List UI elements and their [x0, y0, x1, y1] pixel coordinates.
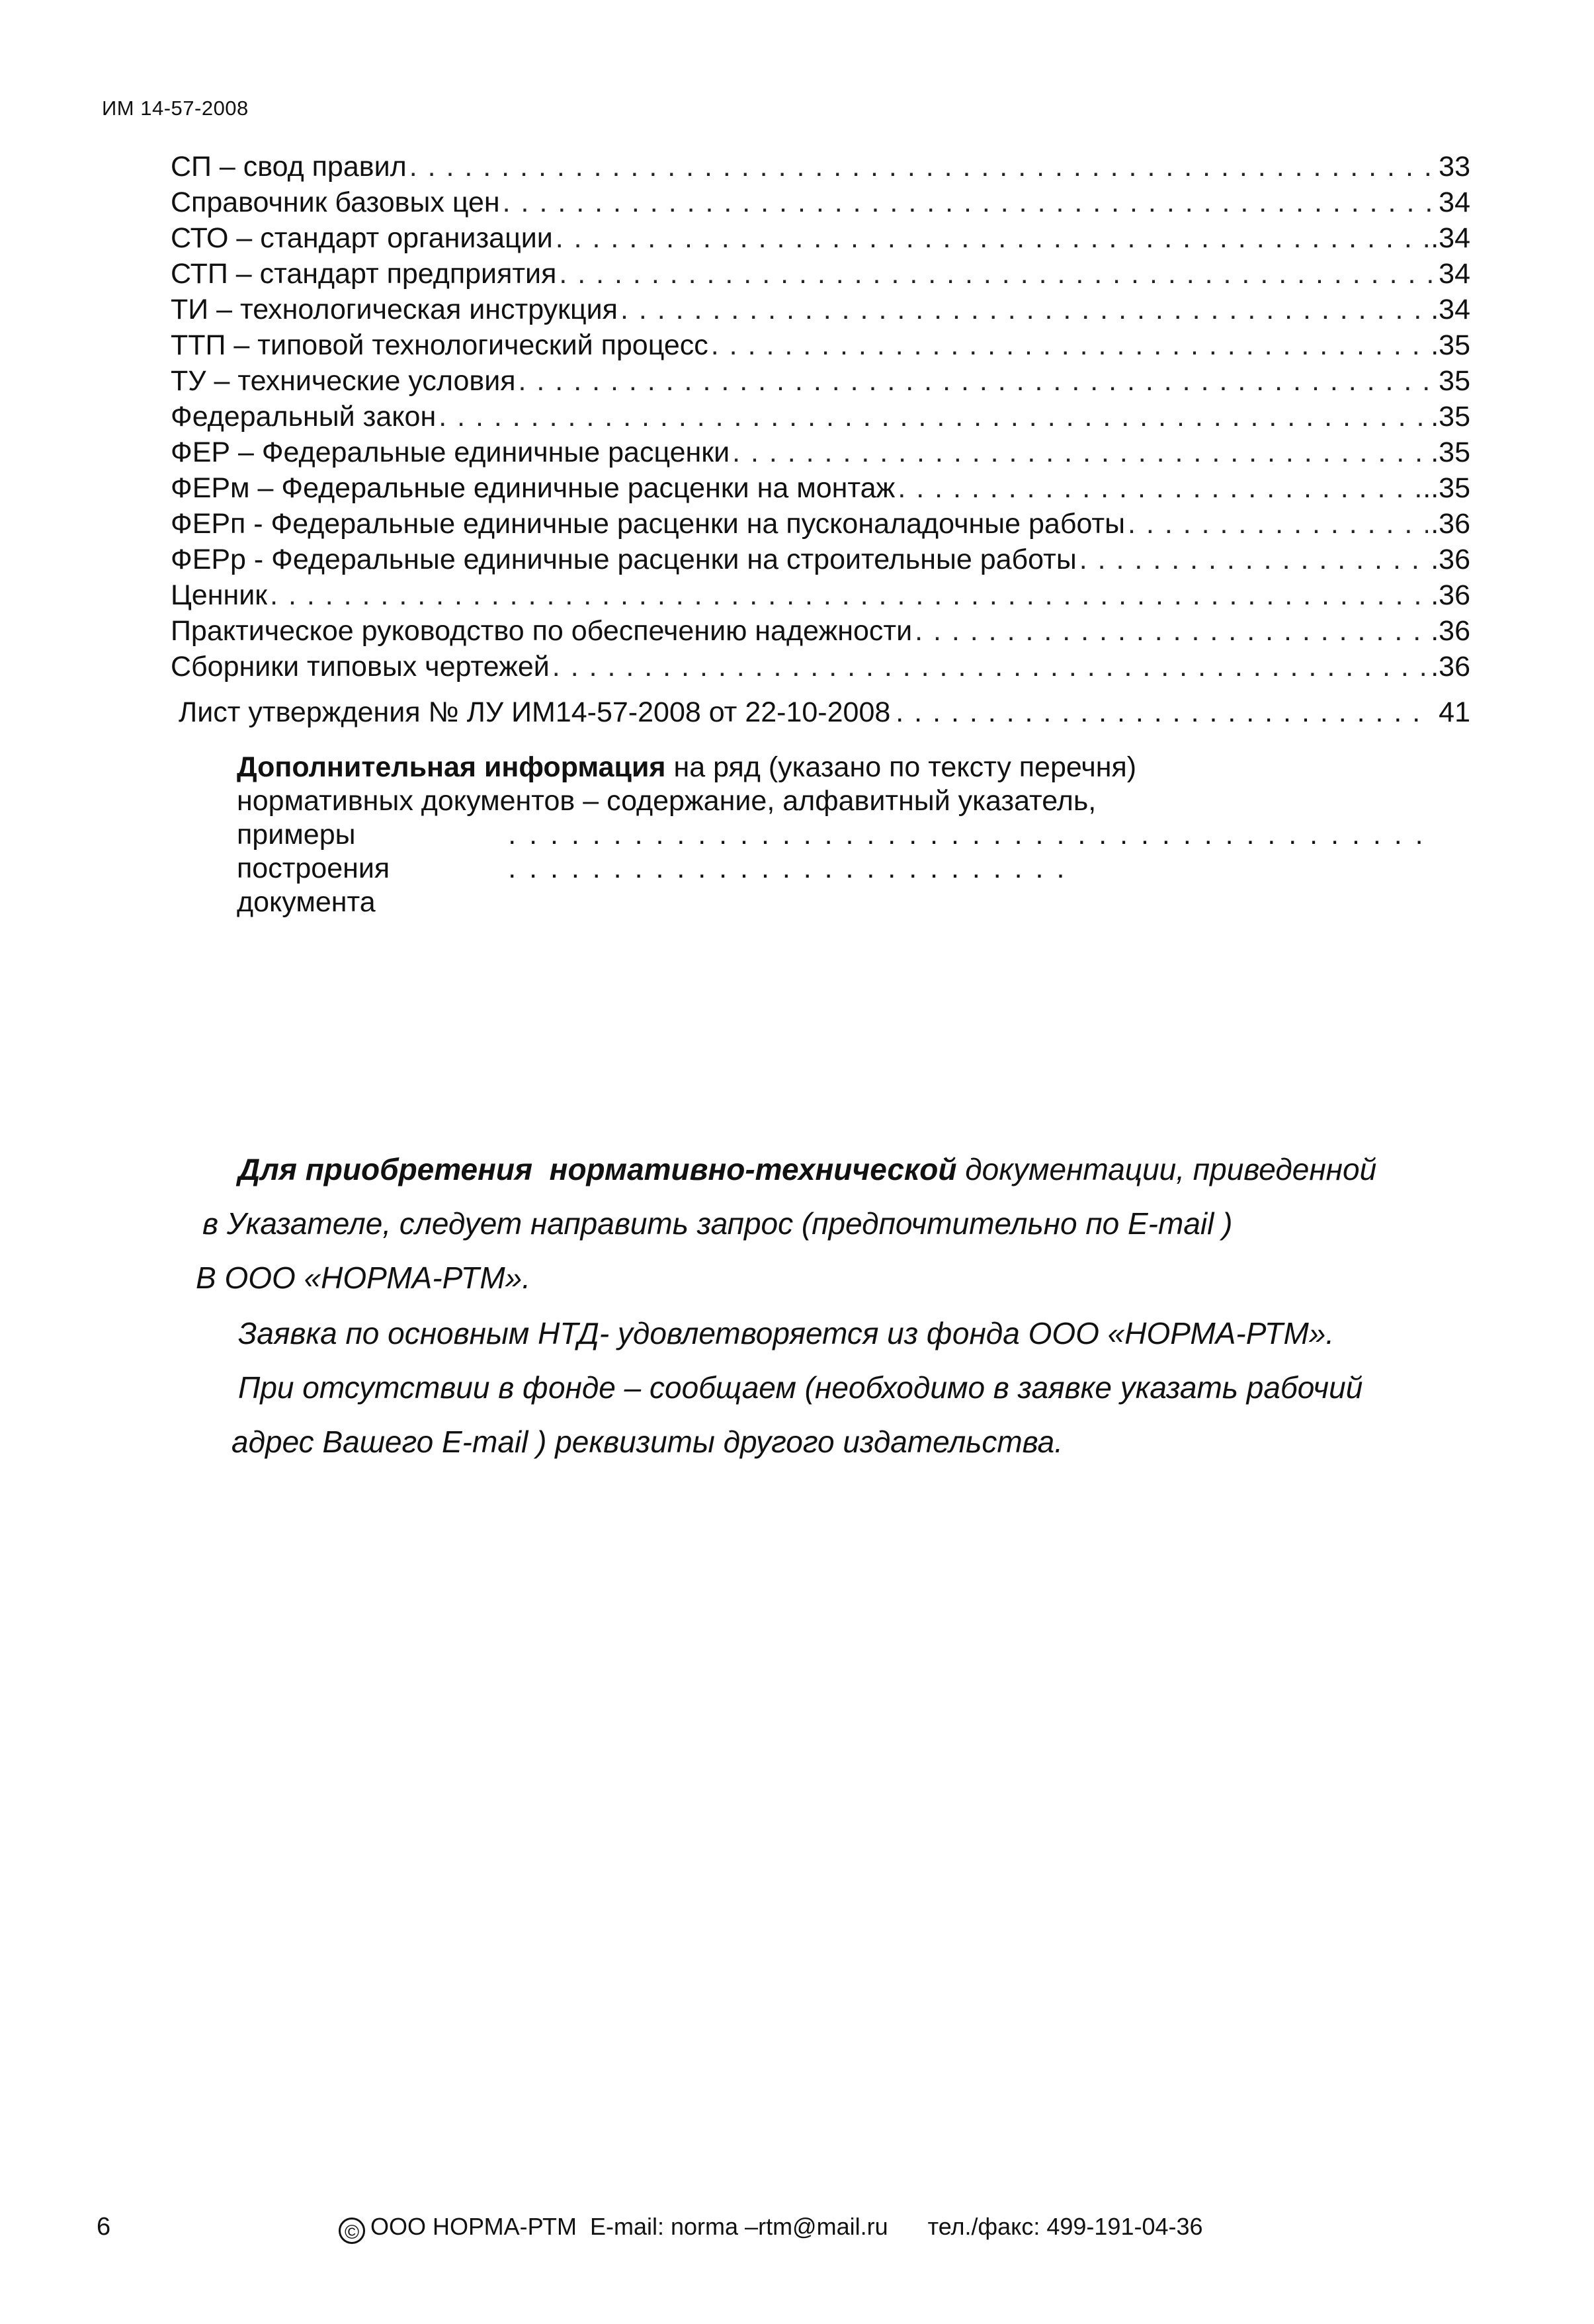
dot-leader	[503, 185, 1437, 220]
purchase-notice-line: При отсутствии в фонде – сообщаем (необходимо в заявке указать рабочий	[238, 1370, 1363, 1405]
toc-entry-page: .34	[1431, 222, 1470, 254]
purchase-notice-line: Заявка по основным НТД- удовлетворяется из фонда ООО «НОРМА-РТМ».	[238, 1316, 1335, 1350]
purchase-notice-line	[238, 1141, 1376, 1198]
document-code: ИМ 14-57-2008	[102, 97, 249, 120]
dot-leader	[519, 363, 1437, 399]
footer-contacts	[339, 2213, 1203, 2244]
toc-entry-label: СТП – стандарт предприятия	[171, 258, 557, 290]
dot-leader	[409, 149, 1436, 185]
toc-entry-page: 34	[1439, 258, 1470, 290]
purchase-notice-line: в Указателе, следует направить запрос (предпочтительно по E-mail )	[202, 1206, 1233, 1241]
toc-entry	[171, 649, 1470, 685]
toc-entry-label: ТТП – типовой технологический процесс	[171, 329, 708, 361]
toc-entry-page: 33	[1439, 151, 1470, 183]
toc-entry	[171, 506, 1470, 542]
additional-info-text: примеры построения документа	[237, 819, 390, 918]
dot-leader	[508, 818, 1427, 886]
toc-entry	[171, 327, 1470, 363]
approval-sheet-entry	[179, 694, 1470, 730]
toc-entry	[171, 435, 1470, 470]
toc-entry	[171, 613, 1470, 649]
additional-info-heading: Дополнительная информация	[237, 751, 666, 783]
toc-entry	[171, 470, 1470, 506]
dot-leader	[1128, 506, 1428, 542]
dot-leader	[559, 256, 1436, 292]
toc-entry-page: .36	[1431, 615, 1470, 647]
toc-entry-label: ФЕРм – Федеральные единичные расценки на монтаж	[171, 472, 896, 504]
dot-leader	[270, 577, 1428, 613]
toc-entry-label: ФЕР – Федеральные единичные расценки	[171, 436, 730, 468]
page-number: 6	[97, 2213, 111, 2241]
toc-entry-page: .36	[1431, 508, 1470, 540]
purchase-emphasis: нормативно-технической	[549, 1152, 957, 1186]
toc-entry-page: .36	[1431, 651, 1470, 683]
toc-entry-page: ..35	[1423, 472, 1470, 504]
toc-entry-label: ТУ – технические условия	[171, 365, 516, 397]
footer-email: E-mail: norma –rtm@mail.ru	[590, 2213, 888, 2240]
toc-entry	[171, 542, 1470, 577]
purchase-text: документации, приведенной	[956, 1152, 1377, 1186]
additional-info-line: нормативных документов – содержание, алфавитный указатель,	[237, 785, 1097, 817]
footer-phone: тел./факс: 499-191-04-36	[927, 2213, 1203, 2240]
additional-info-text: на ряд (указано по тексту перечня)	[665, 751, 1137, 783]
dot-leader	[732, 435, 1428, 470]
toc-entry-page: 34	[1439, 187, 1470, 218]
copyright-icon: ©	[339, 2218, 365, 2244]
approval-page: 41	[1439, 696, 1470, 728]
dot-leader	[552, 649, 1428, 685]
toc-entry	[171, 577, 1470, 613]
dot-leader	[896, 694, 1433, 730]
toc-entry	[171, 256, 1470, 292]
toc-entry-label: Сборники типовых чертежей	[171, 651, 550, 683]
toc-entry-page: .35	[1431, 436, 1470, 468]
toc-entry-page: .35	[1431, 329, 1470, 361]
toc-entry-label: СП – свод правил	[171, 151, 407, 183]
dot-leader	[1079, 542, 1428, 577]
toc-entry-page: .36	[1431, 579, 1470, 611]
toc-entry-page: .34	[1431, 294, 1470, 325]
toc-entry	[171, 185, 1470, 220]
toc-entry	[171, 292, 1470, 327]
dot-leader	[556, 220, 1428, 256]
dot-leader	[915, 613, 1428, 649]
toc-entry	[171, 149, 1470, 185]
toc-entry	[171, 363, 1470, 399]
purchase-emphasis: Для приобретения	[238, 1152, 533, 1186]
purchase-notice-line: В ООО «НОРМА-РТМ».	[196, 1261, 531, 1295]
toc-entry-page: .35	[1431, 401, 1470, 433]
dot-leader	[898, 470, 1420, 506]
dot-leader	[620, 292, 1428, 327]
purchase-notice-line: адрес Вашего E-mail ) реквизиты другого издательства.	[231, 1425, 1064, 1459]
table-of-contents	[171, 149, 1470, 685]
dot-leader	[711, 327, 1428, 363]
toc-entry-page: 35	[1439, 365, 1470, 397]
toc-entry	[171, 399, 1470, 435]
toc-entry-page: .36	[1431, 544, 1470, 575]
additional-info-line	[237, 751, 1427, 784]
approval-label: Лист утверждения № ЛУ ИМ14-57-2008 от 22-10-2008	[179, 696, 891, 728]
toc-entry-label: ТИ – технологическая инструкция	[171, 294, 618, 325]
toc-entry-label: ФЕРп - Федеральные единичные расценки на пусконаладочные работы	[171, 508, 1126, 540]
toc-entry-label: Справочник базовых цен	[171, 187, 500, 218]
additional-info	[237, 751, 1427, 919]
additional-info-line	[237, 818, 1427, 919]
toc-entry-label: Ценник	[171, 579, 268, 611]
dot-leader	[439, 399, 1428, 435]
toc-entry-label: Практическое руководство по обеспечению надежности	[171, 615, 913, 647]
toc-entry-label: ФЕРр - Федеральные единичные расценки на строительные работы	[171, 544, 1077, 575]
toc-entry-label: СТО – стандарт организации	[171, 222, 553, 254]
toc-entry-label: Федеральный закон	[171, 401, 437, 433]
footer-company: ООО НОРМА-РТМ	[370, 2213, 577, 2240]
toc-entry	[171, 220, 1470, 256]
